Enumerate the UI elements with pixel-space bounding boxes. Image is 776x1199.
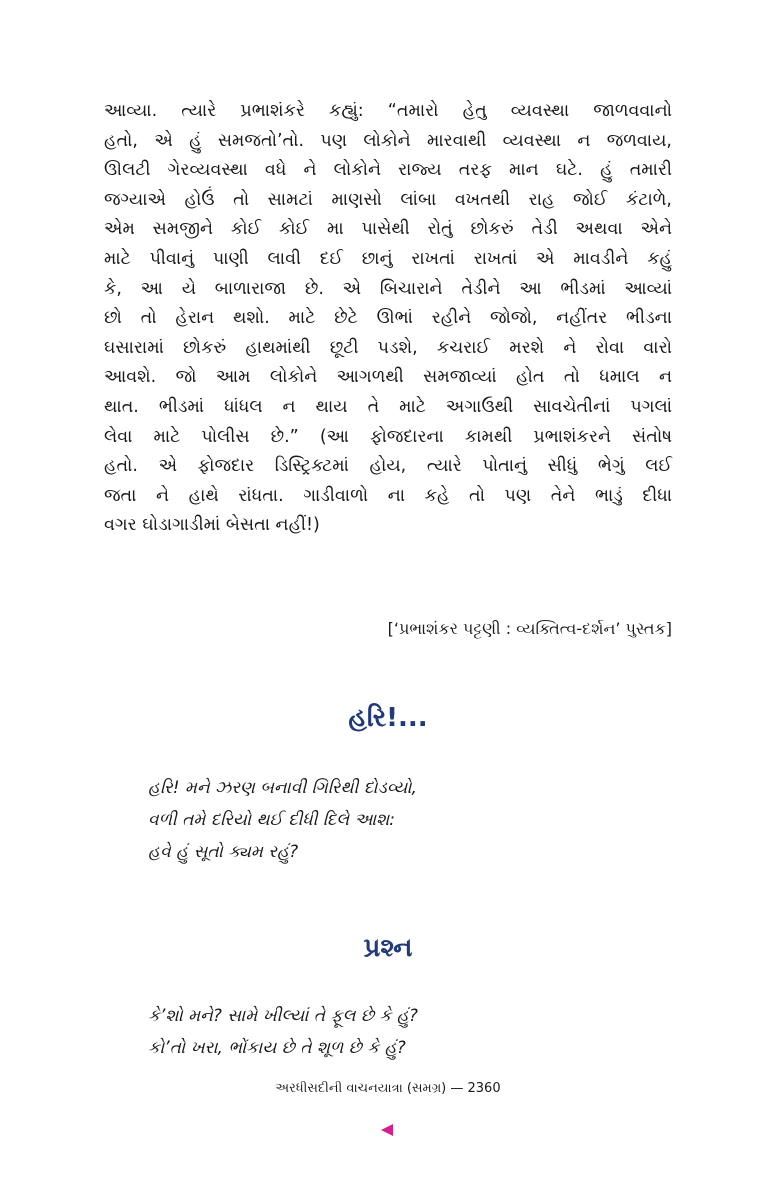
text-line: આવ્યા. ત્યારે પ્રભાશંકરે કહ્યું: “તમારો હેતુ વ્યવસ્થા જાળવવાનો [104, 101, 672, 121]
text-line: જગ્યાએ હોઉં તો સામટાં માણસો લાંબા વખતથી રાહ જોઈ કંટાળે, [104, 189, 672, 210]
text-line: હતો, એ હું સમજતો’તો. પણ લોકોને મારવાથી વ્યવસ્થા ન જળવાય, [104, 130, 672, 151]
poem-line: હવે હું સૂતો ક્યમ રહું? [148, 842, 299, 862]
source-citation: [‘પ્રભાશંકર પટ્ટણી : વ્યક્તિત્વ-દર્શન’ પુસ્તક] [387, 619, 672, 638]
text-line: વગર ઘોડાગાડીમાં બેસતા નહીં!) [104, 515, 320, 536]
poem-line: કો’તો ખરા, ભોંકાય છે તે શૂળ છે કે હું? [148, 1038, 406, 1058]
previous-page-arrow-icon[interactable] [381, 1124, 393, 1136]
poem-title-prashna: પ્રશ્ન [363, 933, 413, 963]
body-text [104, 97, 672, 541]
poem-line: કે’શો મને? સામે ખીલ્યાં તે ફૂલ છે કે હું? [148, 1006, 418, 1026]
poem-hari [148, 772, 417, 868]
text-line: ઘસારામાં છોકરું હાથમાંથી છૂટી પડશે, કચરાઈ મરશે ને રોવા વારો [104, 337, 672, 358]
text-line: ઊલટી ગેરવ્યવસ્થા વધે ને લોકોને રાજ્ય તરફ માન ઘટે. હું તમારી [104, 160, 672, 181]
text-line: હતો. એ ફોજદાર ડિસ્ટ્રિક્ટમાં હોય, ત્યારે પોતાનું સીધું ભેગું લઈ [104, 456, 672, 477]
text-line: આવશે. જો આમ લોકોને આગળથી સમજાવ્યાં હોત તો ધમાલ ન [104, 367, 672, 388]
text-line: કે, આ યે બાળારાજા છે. એ બિચારાને તેડીને આ ભીડમાં આવ્યાં [104, 278, 672, 299]
page-footer: અરધીસદીની વાચનયાત્રા (સમગ્ર) — 2360 [275, 1081, 501, 1096]
poem-prashna [148, 1000, 418, 1064]
text-line: થાત. ભીડમાં ધાંધલ ન થાય તે માટે અગાઉથી સાવચેતીનાં પગલાં [104, 396, 672, 417]
poem-line: વળી તમે દરિયો થઈ દીધી દિલે આશ: [148, 810, 395, 830]
text-line: છો તો હેરાન થશો. માટે છેટે ઊભાં રહીને જોજો, નહીંતર ભીડના [104, 308, 672, 329]
poem-line: હરિ! મને ઝરણ બનાવી ગિરિથી દોડવ્યો, [148, 778, 417, 798]
poem-title-hari: હરિ!... [348, 703, 428, 733]
text-line: લેવા માટે પોલીસ છે.” (આ ફોજદારના કામથી પ્રભાશંકરને સંતોષ [104, 426, 672, 447]
text-line: માટે પીવાનું પાણી લાવી દઈ છાનું રાખતાં રાખતાં એ માવડીને કહું [104, 248, 672, 269]
text-line: એમ સમજીને કોઈ કોઈ મા પાસેથી રોતું છોકરું તેડી અથવા એને [104, 219, 672, 240]
text-line: જતા ને હાથે રાંધતા. ગાડીવાળો ના કહે તો પણ તેને ભાડું દીધા [104, 485, 672, 506]
